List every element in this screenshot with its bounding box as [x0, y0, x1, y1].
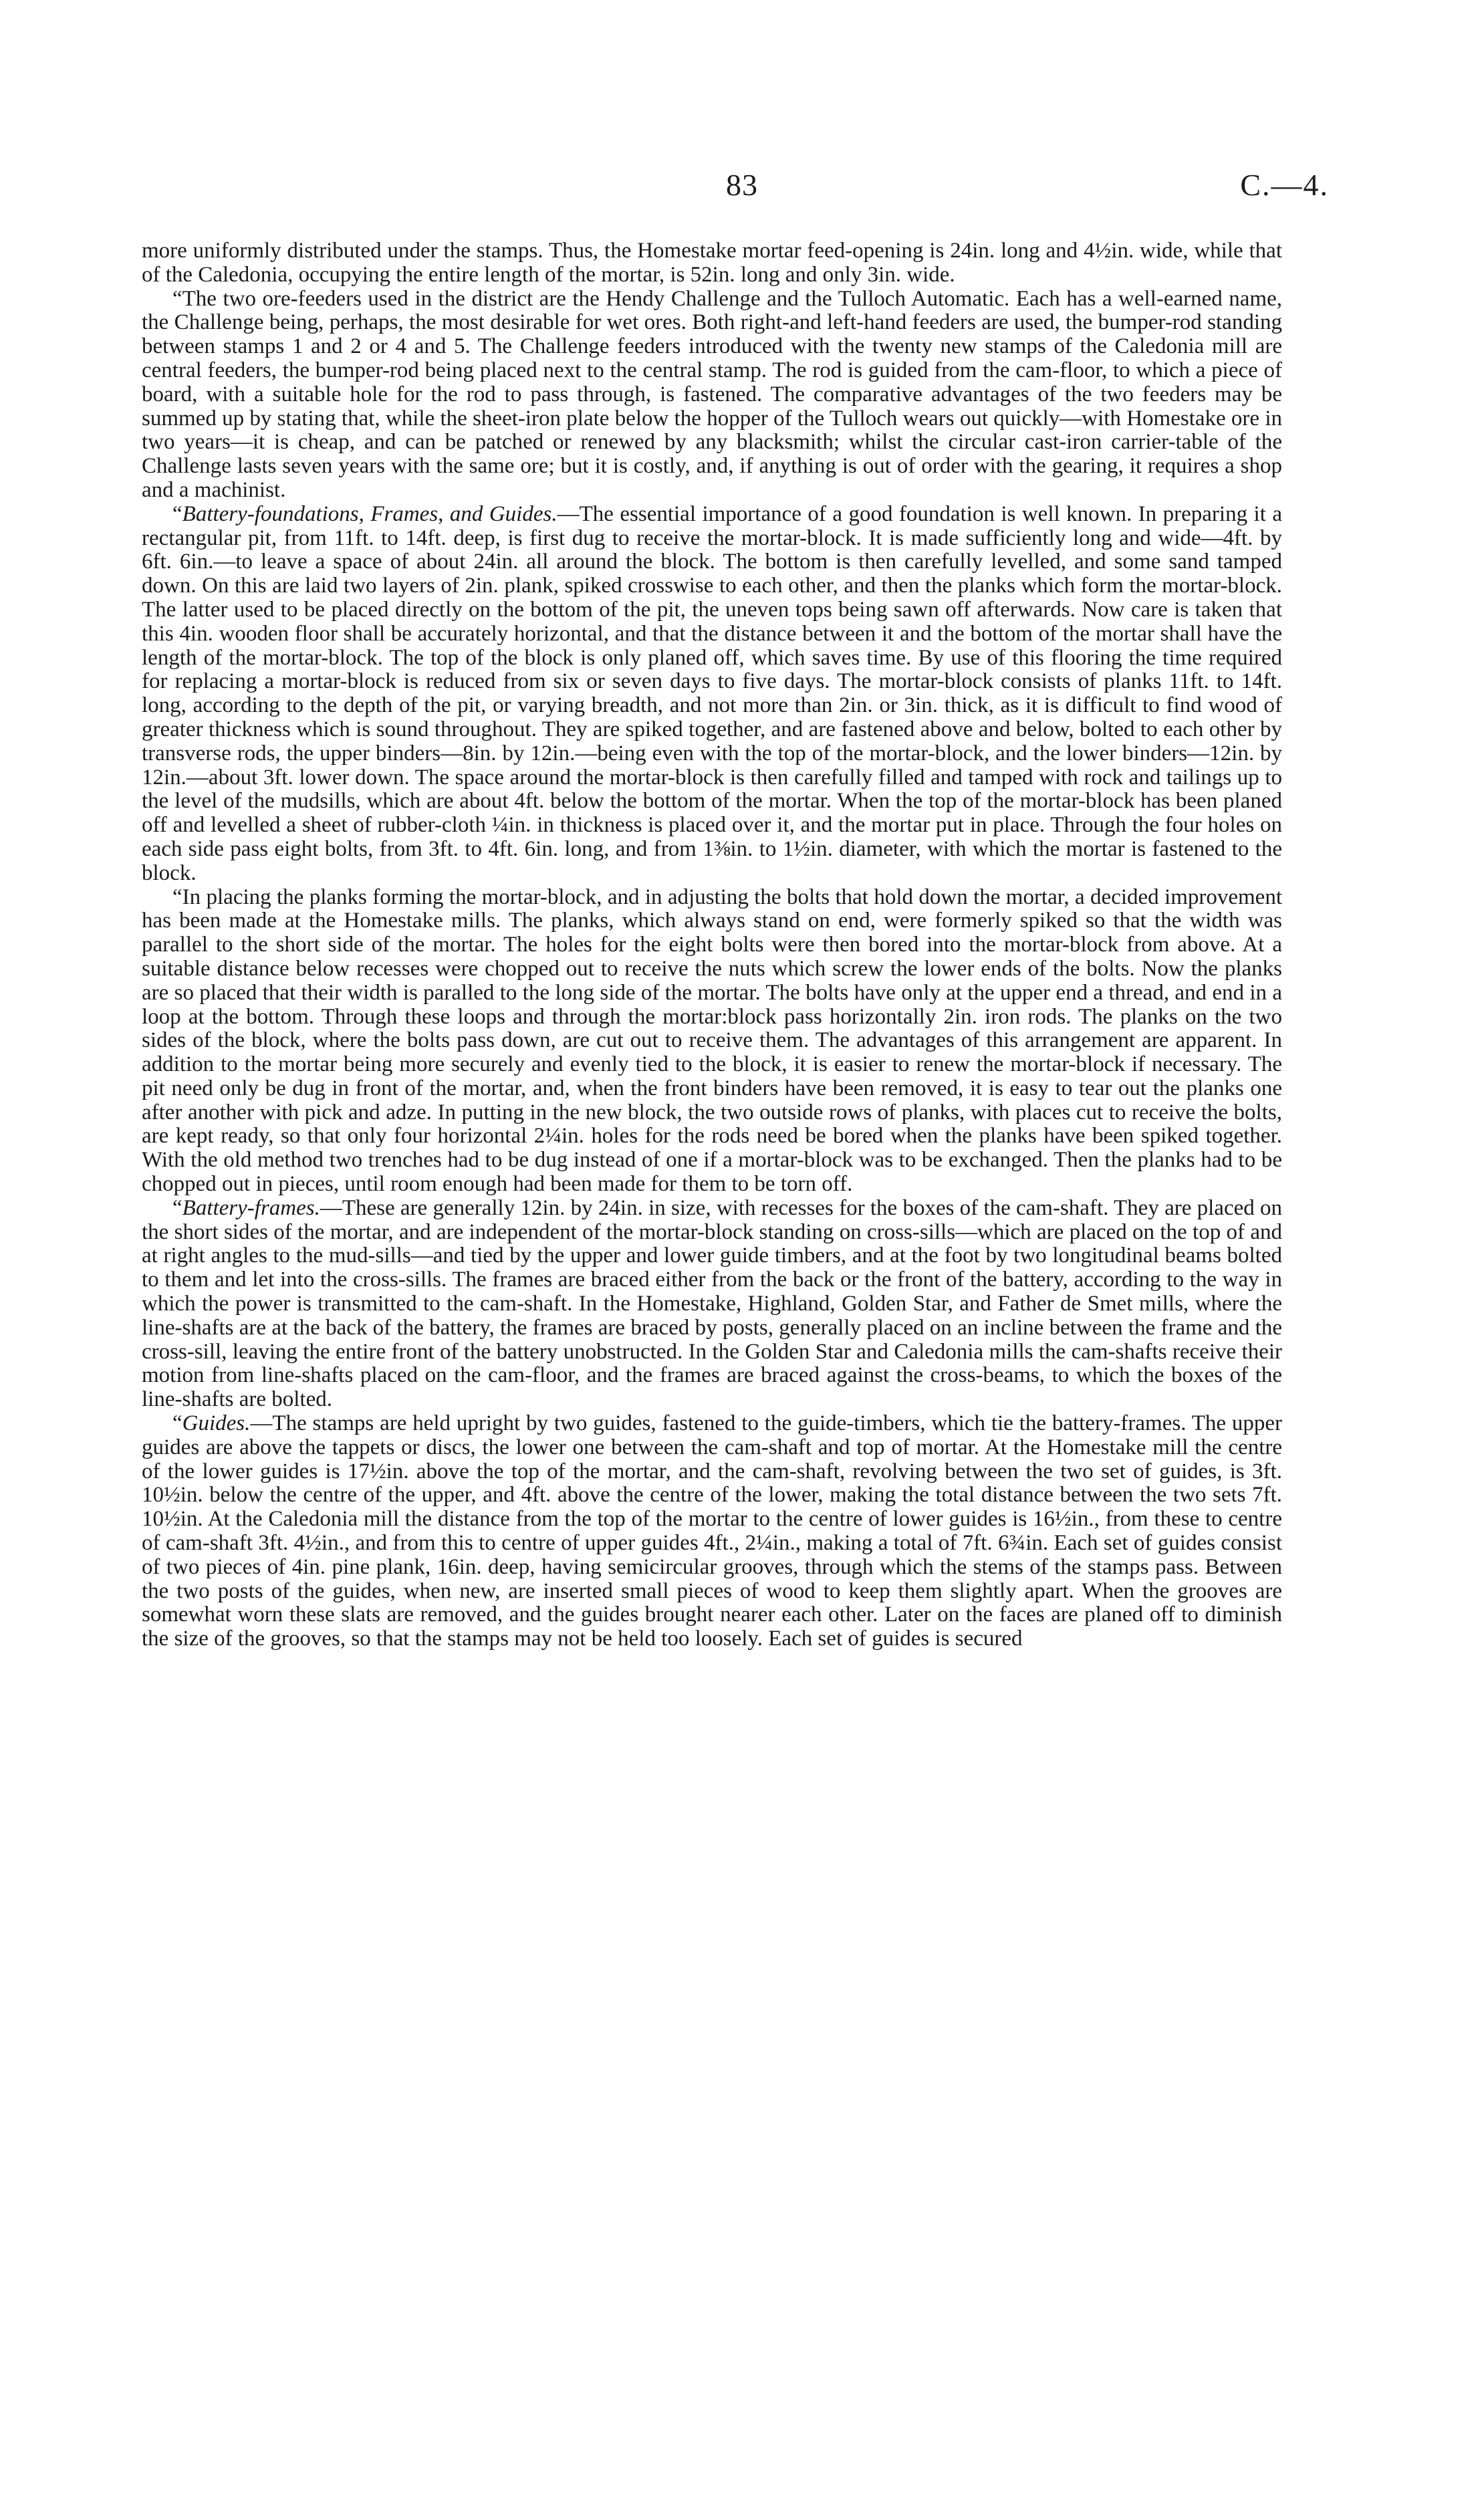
opening-quote: “ [172, 1411, 182, 1436]
page-header [0, 167, 1484, 207]
page-number: 83 [726, 168, 758, 202]
document-code: C.—4. [1240, 168, 1329, 202]
paragraph-placing-planks [142, 886, 1282, 1197]
paragraph-ore-feeders [142, 287, 1282, 503]
paragraph-guides [142, 1412, 1282, 1651]
paragraph-text: “In placing the planks forming the mortar-block, and in adjusting the bolts that hold down the mortar, a decided improvement has been made at the Homestake mills. The planks, which always stand on end, were formerly spiked so that the width was parallel to the short side of the mortar. The holes for the eight bolts were then bored into the mortar-block from above. At a suitable distance below recesses were chopped out to receive the nuts which screw the lower ends of the bolts. Now the planks are so placed that their width is paralled to the long side of the mortar. The bolts have only at the upper end a thread, and end in a loop at the bottom. Through these loops and through the mortar:block pass horizontally 2in. iron rods. The planks on the two sides of the block, where the bolts pass down, are cut out to receive them. The advantages of this arrangement are apparent. In addition to the mortar being more securely and evenly tied to the block, it is easier to renew the mortar-block if necessary. The pit need only be dug in front of the mortar, and, when the front binders have been removed, it is easy to tear out the planks one after another with pick and adze. In putting in the new block, the two outside rows of planks, with places cut to receive the bolts, are kept ready, so that only four horizontal 2¼in. holes for the rods need be bored when the planks have been spiked together. With the old method two trenches had to be dug instead of one if a mortar-block was to be exchanged. Then the planks had to be chopped out in pieces, until room enough had been made for them to be torn off. [142, 884, 1282, 1197]
paragraph-battery-foundations [142, 503, 1282, 886]
section-heading: Battery-foundations, Frames, and Guides. [182, 501, 558, 526]
paragraph-text: “The two ore-feeders used in the district are the Hendy Challenge and the Tulloch Automatic. Each has a well-earned name, the Challenge being, perhaps, the most desirable for wet ores. Both right-and left-hand feeders are used, the bumper-rod standing between stamps 1 and 2 or 4 and 5. The Challenge feeders introduced with the twenty new stamps of the Caledonia mill are central feeders, the bumper-rod being placed next to the central stamp. The rod is guided from the cam-floor, to which a piece of board, with a suitable hole for the rod to pass through, is fastened. The comparative advantages of the two feeders may be summed up by stating that, while the sheet-iron plate below the hopper of the Tulloch wears out quickly—with Homestake ore in two years—it is cheap, and can be patched or renewed by any blacksmith; whilst the circular cast-iron carrier-table of the Challenge lasts seven years with the same ore; but it is costly, and, if anything is out of order with the gearing, it requires a shop and a machinist. [142, 286, 1282, 502]
paragraph-text: —The essential importance of a good foundation is well known. In preparing it a rectangular pit, from 11ft. to 14ft. deep, is first dug to receive the mortar-block. It is made sufficiently long and wide—4ft. by 6ft. 6in.—to leave a space of about 24in. all around the block. The bottom is then carefully levelled, and some sand tamped down. On this are laid two layers of 2in. plank, spiked crosswise to each other, and then the planks which form the mortar-block. The latter used to be placed directly on the bottom of the pit, the uneven tops being sawn off afterwards. Now care is taken that this 4in. wooden floor shall be accurately horizontal, and that the distance between it and the bottom of the mortar shall have the length of the mortar-block. The top of the block is only planed off, which saves time. By use of this flooring the time required for replacing a mortar-block is reduced from six or seven days to five days. The mortar-block consists of planks 11ft. to 14ft. long, according to the depth of the pit, or varying breadth, and not more than 2in. or 3in. thick, as it is difficult to find wood of greater thickness which is sound throughout. They are spiked together, and are fastened above and below, bolted to each other by transverse rods, the upper binders—8in. by 12in.—being even with the top of the mortar-block, and the lower binders—12in. by 12in.—about 3ft. lower down. The space around the mortar-block is then carefully filled and tamped with rock and tailings up to the level of the mudsills, which are about 4ft. below the bottom of the mortar. When the top of the mortar-block has been planed off and levelled a sheet of rubber-cloth ¼in. in thickness is placed over it, and the mortar put in place. Through the four holes on each side pass eight bolts, from 3ft. to 4ft. 6in. long, and from 1⅜in. to 1½in. diameter, with which the mortar is fastened to the block. [142, 501, 1282, 885]
section-heading: Guides. [182, 1411, 251, 1436]
paragraph-text: —The stamps are held upright by two guides, fastened to the guide-timbers, which tie the battery-frames. The upper guides are above the tappets or discs, the lower one between the cam-shaft and top of mortar. At the Homestake mill the centre of the lower guides is 17½in. above the top of the mortar, and the cam-shaft, revolving between the two set of guides, is 3ft. 10½in. below the centre of the upper, and 4ft. above the centre of the lower, making the total distance between the two sets 7ft. 10½in. At the Caledonia mill the distance from the top of the mortar to the centre of lower guides is 16½in., from these to centre of cam-shaft 3ft. 4½in., and from this to centre of upper guides 4ft., 2¼in., making a total of 7ft. 6¾in. Each set of guides consist of two pieces of 4in. pine plank, 16in. deep, having semicircular grooves, through which the stems of the stamps pass. Between the two posts of the guides, when new, are inserted small pieces of wood to keep them slightly apart. When the grooves are somewhat worn these slats are removed, and the guides brought nearer each other. Later on the faces are planed off to diminish the size of the grooves, so that the stamps may not be held too loosely. Each set of guides is secured [142, 1411, 1282, 1651]
paragraph-continuation [142, 239, 1282, 287]
opening-quote: “ [172, 1195, 182, 1220]
body-text [142, 239, 1282, 1651]
paragraph-battery-frames [142, 1197, 1282, 1412]
opening-quote: “ [172, 501, 182, 526]
paragraph-text: more uniformly distributed under the stamps. Thus, the Homestake mortar feed-opening is 24in. long and 4½in. wide, while that of the Caledonia, occupying the entire length of the mortar, is 52in. long and only 3in. wide. [142, 239, 1282, 287]
section-heading: Battery-frames. [182, 1195, 320, 1220]
paragraph-text: —These are generally 12in. by 24in. in size, with recesses for the boxes of the cam-shaft. They are placed on the short sides of the mortar, and are independent of the mortar-block standing on cross-sills—which are placed on the top of and at right angles to the mud-sills—and tied by the upper and lower guide timbers, and at the foot by two longitudinal beams bolted to them and let into the cross-sills. The frames are braced either from the back or the front of the battery, according to the way in which the power is transmitted to the cam-shaft. In the Homestake, Highland, Golden Star, and Father de Smet mills, where the line-shafts are at the back of the battery, the frames are braced by posts, generally placed on an incline between the frame and the cross-sill, leaving the entire front of the battery unobstructed. In the Golden Star and Caledonia mills the cam-shafts receive their motion from line-shafts placed on the cam-floor, and the frames are braced against the cross-beams, to which the boxes of the line-shafts are bolted. [142, 1195, 1282, 1412]
